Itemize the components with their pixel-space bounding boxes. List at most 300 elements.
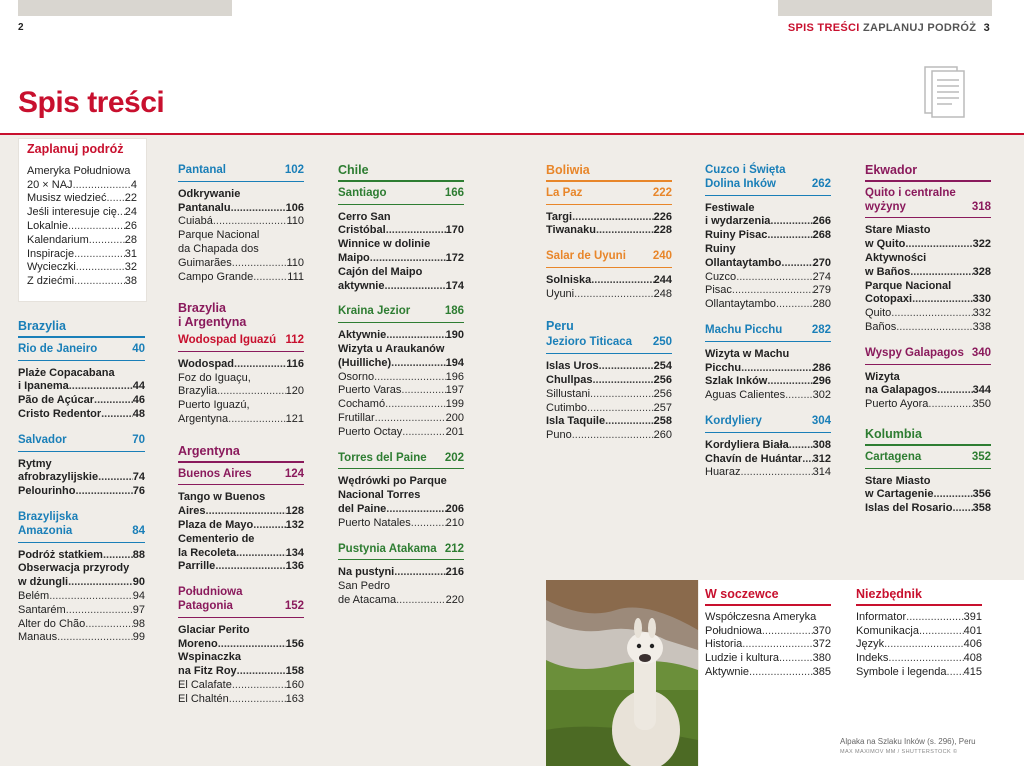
toc-entry xyxy=(27,220,137,234)
toc-entry-page: 256 xyxy=(653,387,672,400)
toc-entry-page: 254 xyxy=(653,360,672,373)
toc-entry-title: la Recoleta xyxy=(178,546,237,559)
toc-entry-leader xyxy=(370,252,446,266)
toc-entry-page: 48 xyxy=(132,407,145,420)
toc-entry-title: Huaraz xyxy=(705,466,741,479)
toc-entry-title: Plaże Copacabana xyxy=(18,366,115,379)
toc-entry xyxy=(27,261,137,275)
section-salvador xyxy=(18,434,145,452)
toc-entry-leader xyxy=(590,388,654,402)
toc-entry-page: 266 xyxy=(812,215,831,228)
toc-entry xyxy=(865,252,991,266)
toc-entry-page: 268 xyxy=(812,229,831,242)
toc-entry-title: Cotopaxi xyxy=(865,293,913,306)
toc-entry-leader xyxy=(215,560,285,574)
toc-entry xyxy=(705,271,831,285)
section-la-paz xyxy=(546,187,672,205)
toc-entry-title: Stare Miasto xyxy=(865,474,931,487)
toc-entry xyxy=(18,367,145,381)
toc-entry-title: Brazylia xyxy=(178,385,218,398)
la-paz-list xyxy=(546,211,672,239)
toc-entry-page: 28 xyxy=(124,233,137,246)
toc-entry-leader xyxy=(68,220,125,234)
section-titicaca-name: Jezioro Titicaca xyxy=(546,336,633,349)
toc-entry-title: Osorno xyxy=(338,370,375,383)
rio-list xyxy=(18,367,145,422)
toc-entry-title: Wizyta u Araukanów xyxy=(338,342,445,355)
toc-entry xyxy=(178,693,304,707)
toc-entry-page: 210 xyxy=(445,516,464,529)
toc-entry xyxy=(865,280,991,294)
toc-entry-page: 98 xyxy=(132,617,145,630)
machu-picchu-list xyxy=(705,348,831,403)
toc-entry-title: Aktywnie xyxy=(338,329,387,342)
section-galapagos-page: 340 xyxy=(971,346,991,359)
toc-entry xyxy=(705,453,831,467)
toc-entry xyxy=(705,375,831,389)
toc-entry-title: Lokalnie xyxy=(27,219,68,232)
toc-entry-leader xyxy=(236,547,286,561)
toc-entry-leader xyxy=(767,375,812,389)
toc-entry-page: 372 xyxy=(812,638,831,651)
top-tab-right xyxy=(778,0,992,16)
country-kolumbia: Kolumbia xyxy=(865,428,991,446)
toc-entry-leader xyxy=(896,321,972,335)
toc-entry xyxy=(705,348,831,362)
toc-entry-title: Pisac xyxy=(705,284,732,297)
section-cuzco-name2: Dolina Inków xyxy=(705,177,776,190)
section-la-paz-name: La Paz xyxy=(546,186,583,199)
toc-entry xyxy=(178,665,304,679)
toc-entry-leader xyxy=(910,266,972,280)
toc-entry-leader xyxy=(605,415,654,429)
toc-entry xyxy=(338,280,464,294)
toc-entry-leader xyxy=(919,625,964,639)
toc-entry-title: Wycieczki xyxy=(27,261,76,274)
toc-entry xyxy=(338,384,464,398)
toc-entry-title: Odkrywanie xyxy=(178,187,241,200)
toc-entry xyxy=(338,357,464,371)
toc-entry xyxy=(865,488,991,502)
toc-entry-page: 121 xyxy=(285,412,304,425)
toc-entry-page: 111 xyxy=(287,270,304,283)
toc-entry xyxy=(546,211,672,225)
toc-entry-page: 279 xyxy=(812,284,831,297)
toc-entry-leader xyxy=(101,408,133,422)
cartagena-list xyxy=(865,475,991,516)
toc-entry xyxy=(18,471,145,485)
country-brazylia-argentyna xyxy=(178,302,304,332)
toc-entry xyxy=(338,503,464,517)
toc-entry-title: El Calafate xyxy=(178,678,232,691)
toc-entry-title: aktywnie xyxy=(338,279,385,292)
toc-entry-title: Komunikacja xyxy=(856,624,919,637)
toc-entry-leader xyxy=(231,202,286,216)
toc-entry-title: Nacional Torres xyxy=(338,489,421,502)
toc-entry-title: Podróż statkiem xyxy=(18,548,103,561)
section-iguazu-page: 112 xyxy=(285,333,304,346)
toc-entry xyxy=(178,257,304,271)
amazonia-list xyxy=(18,549,145,646)
toc-entry-title: Ollantaytambo xyxy=(705,256,782,269)
toc-entry xyxy=(178,271,304,285)
toc-entry xyxy=(338,398,464,412)
toc-entry-page: 228 xyxy=(653,224,672,237)
toc-entry-page: 201 xyxy=(445,425,464,438)
toc-entry xyxy=(27,234,137,248)
toc-entry-page: 196 xyxy=(445,370,464,383)
section-amazonia xyxy=(18,511,145,543)
toc-entry xyxy=(546,374,672,388)
iguazu-list xyxy=(178,358,304,427)
toc-entry-page: 406 xyxy=(963,638,982,651)
section-cartagena-page: 352 xyxy=(971,450,991,463)
toc-entry xyxy=(18,408,145,422)
section-quito xyxy=(865,187,991,219)
toc-entry xyxy=(856,652,982,666)
niezbednik-list xyxy=(856,611,982,680)
document-list-icon xyxy=(924,66,966,118)
toc-entry xyxy=(546,274,672,288)
toc-entry-title: i Ipanema xyxy=(18,380,69,393)
toc-entry xyxy=(338,211,464,225)
toc-entry-page: 32 xyxy=(124,261,137,274)
toc-entry xyxy=(338,594,464,608)
toc-entry xyxy=(178,651,304,665)
toc-entry xyxy=(27,165,137,179)
toc-entry xyxy=(338,580,464,594)
toc-entry-leader xyxy=(232,257,287,271)
toc-entry-title: Obserwacja przyrody xyxy=(18,562,130,575)
toc-entry xyxy=(546,388,672,402)
toc-entry-title: Aktywnie xyxy=(705,665,750,678)
toc-entry-title: Quito xyxy=(865,307,892,320)
toc-entry-page: 358 xyxy=(972,502,991,515)
section-pantanal-page: 102 xyxy=(284,164,304,176)
section-iguazu xyxy=(178,334,304,352)
toc-entry xyxy=(18,549,145,563)
toc-entry xyxy=(178,229,304,243)
toc-entry xyxy=(705,652,831,666)
toc-entry xyxy=(705,284,831,298)
section-la-paz-page: 222 xyxy=(652,186,672,199)
section-paine-name: Torres del Paine xyxy=(338,451,427,464)
toc-entry xyxy=(18,631,145,645)
toc-entry xyxy=(178,560,304,574)
toc-entry-title: w dżungli xyxy=(18,576,69,589)
toc-entry-leader xyxy=(386,329,445,343)
toc-entry-title: Wodospad xyxy=(178,357,235,370)
toc-entry-leader xyxy=(732,284,813,298)
toc-entry-page: 401 xyxy=(963,624,982,637)
toc-entry-title: Frutillar xyxy=(338,411,375,424)
toc-entry-leader xyxy=(69,380,133,394)
section-cuzco xyxy=(705,164,831,196)
toc-entry xyxy=(705,202,831,216)
toc-entry-leader xyxy=(89,234,125,248)
toc-entry-title: Sillustani xyxy=(546,387,591,400)
toc-entry-page: 170 xyxy=(445,224,464,237)
section-buenos-aires-page: 124 xyxy=(284,467,304,480)
alpaca-photo xyxy=(546,580,698,766)
toc-entry xyxy=(705,611,831,625)
toc-entry-leader xyxy=(206,505,286,519)
toc-entry-leader xyxy=(217,385,286,399)
toc-entry-title: Picchu xyxy=(705,361,742,374)
toc-entry-page: 160 xyxy=(285,678,304,691)
toc-entry-title: da Chapada dos xyxy=(178,242,259,255)
toc-entry-leader xyxy=(572,211,654,225)
toc-entry-title: Pelourinho xyxy=(18,485,76,498)
toc-entry-title: Glaciar Perito xyxy=(178,623,250,636)
toc-entry xyxy=(18,394,145,408)
toc-entry-leader xyxy=(375,412,446,426)
toc-entry-leader xyxy=(785,389,813,403)
country-boliwia: Boliwia xyxy=(546,164,672,182)
toc-entry-leader xyxy=(762,625,813,639)
toc-entry-page: 312 xyxy=(812,452,831,465)
toc-entry-title: Islas del Rosario xyxy=(865,502,953,515)
toc-entry-leader xyxy=(234,358,286,372)
toc-entry-page: 302 xyxy=(812,389,831,402)
toc-entry xyxy=(18,458,145,472)
toc-entry-title: Pantanalu xyxy=(178,201,231,214)
toc-entry xyxy=(18,590,145,604)
toc-entry-leader xyxy=(599,360,654,374)
titicaca-list xyxy=(546,360,672,443)
toc-entry xyxy=(865,307,991,321)
toc-entry xyxy=(705,243,831,257)
toc-entry-leader xyxy=(947,666,964,680)
toc-entry xyxy=(338,224,464,238)
toc-entry-title: San Pedro xyxy=(338,580,390,593)
title-rule xyxy=(0,133,1024,135)
toc-entry-page: 120 xyxy=(285,385,304,398)
toc-entry-leader xyxy=(912,293,973,307)
toc-entry-leader xyxy=(98,471,133,485)
toc-entry-title: Historia xyxy=(705,638,743,651)
toc-entry xyxy=(338,426,464,440)
toc-entry-title: Tango w Buenos xyxy=(178,491,266,504)
toc-entry xyxy=(546,429,672,443)
toc-entry-leader xyxy=(106,192,124,206)
toc-entry-title: Z dziećmi xyxy=(27,275,75,288)
toc-entry-title: Alter do Chão xyxy=(18,617,86,630)
galapagos-list xyxy=(865,371,991,412)
toc-entry-title: Ludzie i kultura xyxy=(705,652,779,665)
toc-entry-title: Puerto Iguazú, xyxy=(178,399,250,412)
toc-entry-title: Cementerio de xyxy=(178,532,255,545)
toc-entry-title: Festiwale xyxy=(705,201,755,214)
toc-entry-page: 74 xyxy=(132,471,145,484)
section-rio-name: Rio de Janeiro xyxy=(18,342,98,355)
toc-entry-title: Ruiny xyxy=(705,242,736,255)
toc-entry-leader xyxy=(374,371,446,385)
section-patagonia-name1: Południowa xyxy=(178,586,243,599)
toc-entry-page: 172 xyxy=(445,251,464,264)
toc-entry-page: 330 xyxy=(972,293,991,306)
toc-entry-page: 88 xyxy=(132,548,145,561)
toc-entry-title: na Fitz Roy xyxy=(178,665,237,678)
section-paine-page: 202 xyxy=(444,451,464,464)
section-cuzco-name1: Cuzco i Święta xyxy=(705,164,786,176)
toc-entry xyxy=(338,252,464,266)
toc-entry-leader xyxy=(884,638,964,652)
toc-entry-leader xyxy=(572,429,654,443)
toc-entry-page: 338 xyxy=(972,320,991,333)
toc-entry-leader xyxy=(57,631,133,645)
wsoczewce-heading: W soczewce xyxy=(705,588,831,606)
toc-entry-title: Rytmy xyxy=(18,457,52,470)
kordyliery-list xyxy=(705,439,831,480)
toc-entry-page: 380 xyxy=(812,652,831,665)
toc-entry-leader xyxy=(218,638,286,652)
toc-entry-leader xyxy=(73,179,131,193)
toc-entry-title: w Cartagenie xyxy=(865,488,934,501)
toc-entry-page: 22 xyxy=(124,192,137,205)
toc-entry xyxy=(27,179,137,193)
cuzco-list xyxy=(705,202,831,312)
toc-entry-page: 260 xyxy=(653,429,672,442)
toc-entry-page: 226 xyxy=(653,210,672,223)
toc-entry-page: 197 xyxy=(445,384,464,397)
toc-entry-title: Ameryka Południowa xyxy=(27,164,131,177)
toc-entry-title: Chullpas xyxy=(546,373,593,386)
toc-entry-leader xyxy=(229,693,286,707)
toc-entry-leader xyxy=(574,288,654,302)
section-amazonia-name1: Brazylijska xyxy=(18,510,79,523)
toc-entry-leader xyxy=(68,576,133,590)
running-header-section: SPIS TREŚCI xyxy=(787,22,860,34)
toc-entry-leader xyxy=(767,229,812,243)
toc-entry-leader xyxy=(749,666,813,680)
toc-entry xyxy=(338,475,464,489)
toc-entry-page: 248 xyxy=(653,287,672,300)
plan-list xyxy=(27,165,137,289)
toc-entry-leader xyxy=(391,357,445,371)
toc-entry-title: Cochamó xyxy=(338,398,386,411)
section-santiago-page: 166 xyxy=(444,186,464,199)
toc-entry-leader xyxy=(76,261,125,275)
toc-entry xyxy=(865,238,991,252)
section-kordyliery-page: 304 xyxy=(811,414,831,427)
toc-entry-title: Jeśli interesuje cię xyxy=(27,206,117,219)
toc-entry-page: 408 xyxy=(963,652,982,665)
salvador-list xyxy=(18,458,145,499)
toc-entry-page: 220 xyxy=(445,593,464,606)
toc-entry-title: Ruiny Pisac xyxy=(705,229,768,242)
section-atakama xyxy=(338,543,464,561)
toc-entry-leader xyxy=(253,519,285,533)
toc-entry-leader xyxy=(386,503,445,517)
section-pantanal xyxy=(178,164,304,182)
toc-entry xyxy=(705,298,831,312)
toc-entry xyxy=(338,566,464,580)
photo-credit: MAX MAXIMOV MM / SHUTTERSTOCK © xyxy=(840,749,958,755)
section-cartagena xyxy=(865,451,991,469)
toc-entry-title: i wydarzenia xyxy=(705,215,771,228)
toc-entry-leader xyxy=(103,549,133,563)
toc-entry-title: Cristóbal xyxy=(338,224,386,237)
toc-entry-leader xyxy=(937,384,973,398)
toc-entry xyxy=(705,257,831,271)
toc-entry-title: Wspinaczka xyxy=(178,651,241,664)
toc-entry-title: Ollantaytambo xyxy=(705,298,776,311)
toc-entry xyxy=(27,248,137,262)
toc-entry-title: Cristo Redentor xyxy=(18,407,102,420)
column-3 xyxy=(338,164,464,608)
toc-entry-page: 128 xyxy=(285,505,304,518)
section-patagonia-page: 152 xyxy=(284,599,304,612)
section-santiago-name: Santiago xyxy=(338,186,387,199)
toc-entry-page: 90 xyxy=(132,576,145,589)
toc-entry-page: 97 xyxy=(132,603,145,616)
toc-entry-title: Islas Uros xyxy=(546,360,599,373)
toc-entry-page: 256 xyxy=(653,373,672,386)
toc-entry xyxy=(546,402,672,416)
section-uyuni-page: 240 xyxy=(652,250,672,263)
toc-entry xyxy=(705,215,831,229)
section-patagonia-name2: Patagonia xyxy=(178,599,233,612)
toc-entry-title: Informator xyxy=(856,610,907,623)
toc-entry-leader xyxy=(742,638,812,652)
toc-entry xyxy=(865,384,991,398)
toc-entry-title: Solniska xyxy=(546,273,592,286)
toc-entry-page: 370 xyxy=(812,624,831,637)
toc-entry-leader xyxy=(253,271,287,285)
toc-entry-page: 134 xyxy=(285,546,304,559)
section-quito-name2: wyżyny xyxy=(865,200,906,213)
toc-entry-page: 206 xyxy=(445,502,464,515)
toc-entry-leader xyxy=(411,517,446,531)
patagonia-list xyxy=(178,624,304,707)
section-santiago xyxy=(338,187,464,205)
toc-entry-title: afrobrazylijskie xyxy=(18,471,99,484)
toc-entry-title: w Baños xyxy=(865,265,911,278)
toc-entry-title: Wędrówki po Parque xyxy=(338,475,447,488)
toc-entry xyxy=(18,562,145,576)
section-machu-picchu xyxy=(705,324,831,342)
toc-entry-page: 156 xyxy=(285,637,304,650)
toc-entry-title: Puerto Ayora xyxy=(865,398,929,411)
toc-entry-title: Parque Nacional xyxy=(865,279,952,292)
photo-caption: Alpaka na Szlaku Inków (s. 296), Peru xyxy=(840,737,976,746)
toc-entry xyxy=(178,399,304,413)
toc-entry-leader xyxy=(928,398,972,412)
toc-entry-title: Indeks xyxy=(856,652,889,665)
toc-entry xyxy=(178,385,304,399)
toc-entry-leader xyxy=(117,206,125,220)
section-patagonia xyxy=(178,586,304,618)
toc-entry-title: Chavín de Huántar xyxy=(705,452,803,465)
toc-entry-title: Cutimbo xyxy=(546,401,587,414)
toc-entry-page: 132 xyxy=(285,518,304,531)
toc-entry-title: Aguas Calientes xyxy=(705,389,786,402)
section-amazonia-page: 84 xyxy=(132,524,145,537)
toc-entry-title: Aires xyxy=(178,505,206,518)
toc-entry-page: 99 xyxy=(132,631,145,644)
country-chile: Chile xyxy=(338,164,464,182)
toc-entry-leader xyxy=(49,590,133,604)
country-peru: Peru xyxy=(546,318,574,333)
toc-entry-page: 322 xyxy=(972,238,991,251)
toc-entry xyxy=(865,502,991,516)
toc-entry-title: Cerro San xyxy=(338,210,391,223)
toc-entry-leader xyxy=(75,485,132,499)
toc-entry-leader xyxy=(385,398,446,412)
toc-entry-page: 110 xyxy=(286,215,304,228)
toc-entry-page: 216 xyxy=(445,566,464,579)
